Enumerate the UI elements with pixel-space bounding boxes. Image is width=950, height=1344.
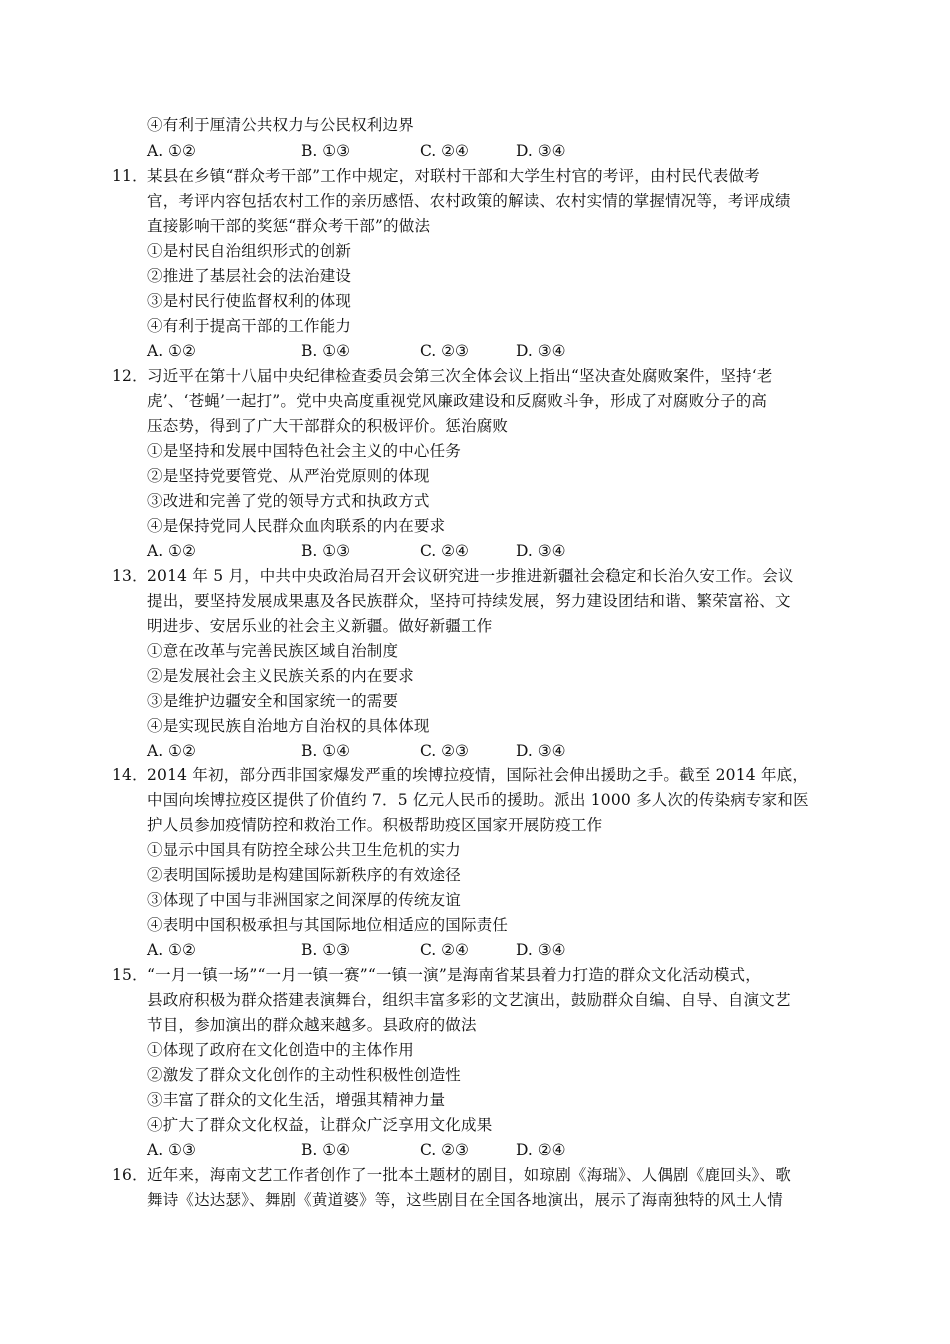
question-13-option-c: C. ②③	[420, 742, 469, 760]
question-12-option-d: D. ③④	[516, 542, 566, 560]
question-13-statement-4: ④是实现民族自治地方自治权的具体体现	[147, 717, 430, 735]
question-12-stem-line-3: 压态势，得到了广大干部群众的积极评价。惩治腐败	[147, 417, 509, 435]
question-15-option-d: D. ②④	[516, 1141, 566, 1159]
question-13-statement-3: ③是维护边疆安全和国家统一的需要	[147, 692, 399, 710]
question-15-stem-line-2: 县政府积极为群众搭建表演舞台，组织丰富多彩的文艺演出，鼓励群众自编、自导、自演文艺	[147, 991, 791, 1009]
question-14-option-c: C. ②④	[420, 941, 469, 959]
question-12-statement-1: ①是坚持和发展中国特色社会主义的中心任务	[147, 442, 462, 460]
question-13-stem-line-3: 明进步、安居乐业的社会主义新疆。做好新疆工作	[147, 617, 493, 635]
question-11-number: 11．	[112, 167, 148, 185]
question-16-stem-line-2: 舞诗《达达瑟》、舞剧《黄道婆》等，这些剧目在全国各地演出，展示了海南独特的风土人情	[147, 1191, 783, 1209]
question-14-statement-3: ③体现了中国与非洲国家之间深厚的传统友谊	[147, 891, 462, 909]
question-15-stem-line-1: “一月一镇一场”“一月一镇一赛”“一镇一演”是海南省某县着力打造的群众文化活动模式，	[147, 966, 761, 984]
question-14-statement-4: ④表明中国积极承担与其国际地位相适应的国际责任	[147, 916, 509, 934]
question-15-statement-4: ④扩大了群众文化权益，让群众广泛享用文化成果	[147, 1116, 493, 1134]
question-11-statement-3: ③是村民行使监督权利的体现	[147, 292, 352, 310]
question-11-stem-line-3: 直接影响干部的奖惩“群众考干部”的做法	[147, 217, 431, 235]
question-14-statement-2: ②表明国际援助是构建国际新秩序的有效途径	[147, 866, 462, 884]
prev-option-c: C. ②④	[420, 142, 469, 160]
question-12-option-b: B. ①③	[301, 542, 351, 560]
prev-option-a: A. ①②	[147, 142, 196, 160]
question-11-option-a: A. ①②	[147, 342, 196, 360]
question-16-stem-line-1: 近年来，海南文艺工作者创作了一批本土题材的剧目，如琼剧《海瑞》、人偶剧《鹿回头》、歌	[147, 1166, 791, 1184]
question-11-stem-line-2: 官，考评内容包括农村工作的亲历感悟、农村政策的解读、农村实情的掌握情况等，考评成绩	[147, 192, 791, 210]
question-14-statement-1: ①显示中国具有防控全球公共卫生危机的实力	[147, 841, 462, 859]
question-14-stem-line-2: 中国向埃博拉疫区提供了价值约 7．5 亿元人民币的援助。派出 1000 多人次的传染病专家和医	[147, 791, 809, 809]
question-13-number: 13．	[112, 567, 148, 585]
question-13-option-a: A. ①②	[147, 742, 196, 760]
question-12-statement-3: ③改进和完善了党的领导方式和执政方式	[147, 492, 430, 510]
question-12-stem-line-2: 虎’、‘苍蝇’一起打”。党中央高度重视党风廉政建设和反腐败斗争，形成了对腐败分子的高	[147, 392, 768, 410]
question-11-statement-2: ②推进了基层社会的法治建设	[147, 267, 352, 285]
question-12-number: 12．	[112, 367, 148, 385]
question-13-stem-line-1: 2014 年 5 月，中共中央政治局召开会议研究进一步推进新疆社会稳定和长治久安工作。会议	[147, 567, 794, 585]
question-13-option-d: D. ③④	[516, 742, 566, 760]
prev-statement-4: ④有利于厘清公共权力与公民权利边界	[147, 116, 414, 134]
question-12-option-c: C. ②④	[420, 542, 469, 560]
question-11-option-b: B. ①④	[301, 342, 351, 360]
question-15-statement-1: ①体现了政府在文化创造中的主体作用	[147, 1041, 414, 1059]
question-14-option-b: B. ①③	[301, 941, 351, 959]
question-11-statement-1: ①是村民自治组织形式的创新	[147, 242, 352, 260]
question-11-option-c: C. ②③	[420, 342, 469, 360]
question-12-statement-4: ④是保持党同人民群众血肉联系的内在要求	[147, 517, 446, 535]
question-15-option-b: B. ①④	[301, 1141, 351, 1159]
question-12-statement-2: ②是坚持党要管党、从严治党原则的体现	[147, 467, 430, 485]
question-15-number: 15．	[112, 966, 148, 984]
prev-option-b: B. ①③	[301, 142, 351, 160]
question-14-number: 14．	[112, 766, 148, 784]
question-13-option-b: B. ①④	[301, 742, 351, 760]
question-16-number: 16．	[112, 1166, 148, 1184]
question-15-option-c: C. ②③	[420, 1141, 469, 1159]
question-14-option-a: A. ①②	[147, 941, 196, 959]
question-13-stem-line-2: 提出，要坚持发展成果惠及各民族群众，坚持可持续发展，努力建设团结和谐、繁荣富裕、文	[147, 592, 791, 610]
question-11-option-d: D. ③④	[516, 342, 566, 360]
question-15-statement-2: ②激发了群众文化创作的主动性积极性创造性	[147, 1066, 462, 1084]
question-12-stem-line-1: 习近平在第十八届中央纪律检查委员会第三次全体会议上指出“坚决查处腐败案件，坚持‘老	[147, 367, 773, 385]
question-13-statement-1: ①意在改革与完善民族区域自治制度	[147, 642, 399, 660]
question-14-stem-line-3: 护人员参加疫情防控和救治工作。积极帮助疫区国家开展防疫工作	[147, 816, 603, 834]
question-12-option-a: A. ①②	[147, 542, 196, 560]
question-15-stem-line-3: 节目，参加演出的群众越来越多。县政府的做法	[147, 1016, 477, 1034]
question-11-statement-4: ④有利于提高干部的工作能力	[147, 317, 352, 335]
question-15-statement-3: ③丰富了群众的文化生活，增强其精神力量	[147, 1091, 446, 1109]
prev-option-d: D. ③④	[516, 142, 566, 160]
question-13-statement-2: ②是发展社会主义民族关系的内在要求	[147, 667, 414, 685]
question-14-stem-line-1: 2014 年初，部分西非国家爆发严重的埃博拉疫情，国际社会伸出援助之手。截至 2014 年底，	[147, 766, 809, 784]
question-14-option-d: D. ③④	[516, 941, 566, 959]
question-11-stem-line-1: 某县在乡镇“群众考干部”工作中规定，对联村干部和大学生村官的考评，由村民代表做考	[147, 167, 760, 185]
question-15-option-a: A. ①③	[147, 1141, 196, 1159]
